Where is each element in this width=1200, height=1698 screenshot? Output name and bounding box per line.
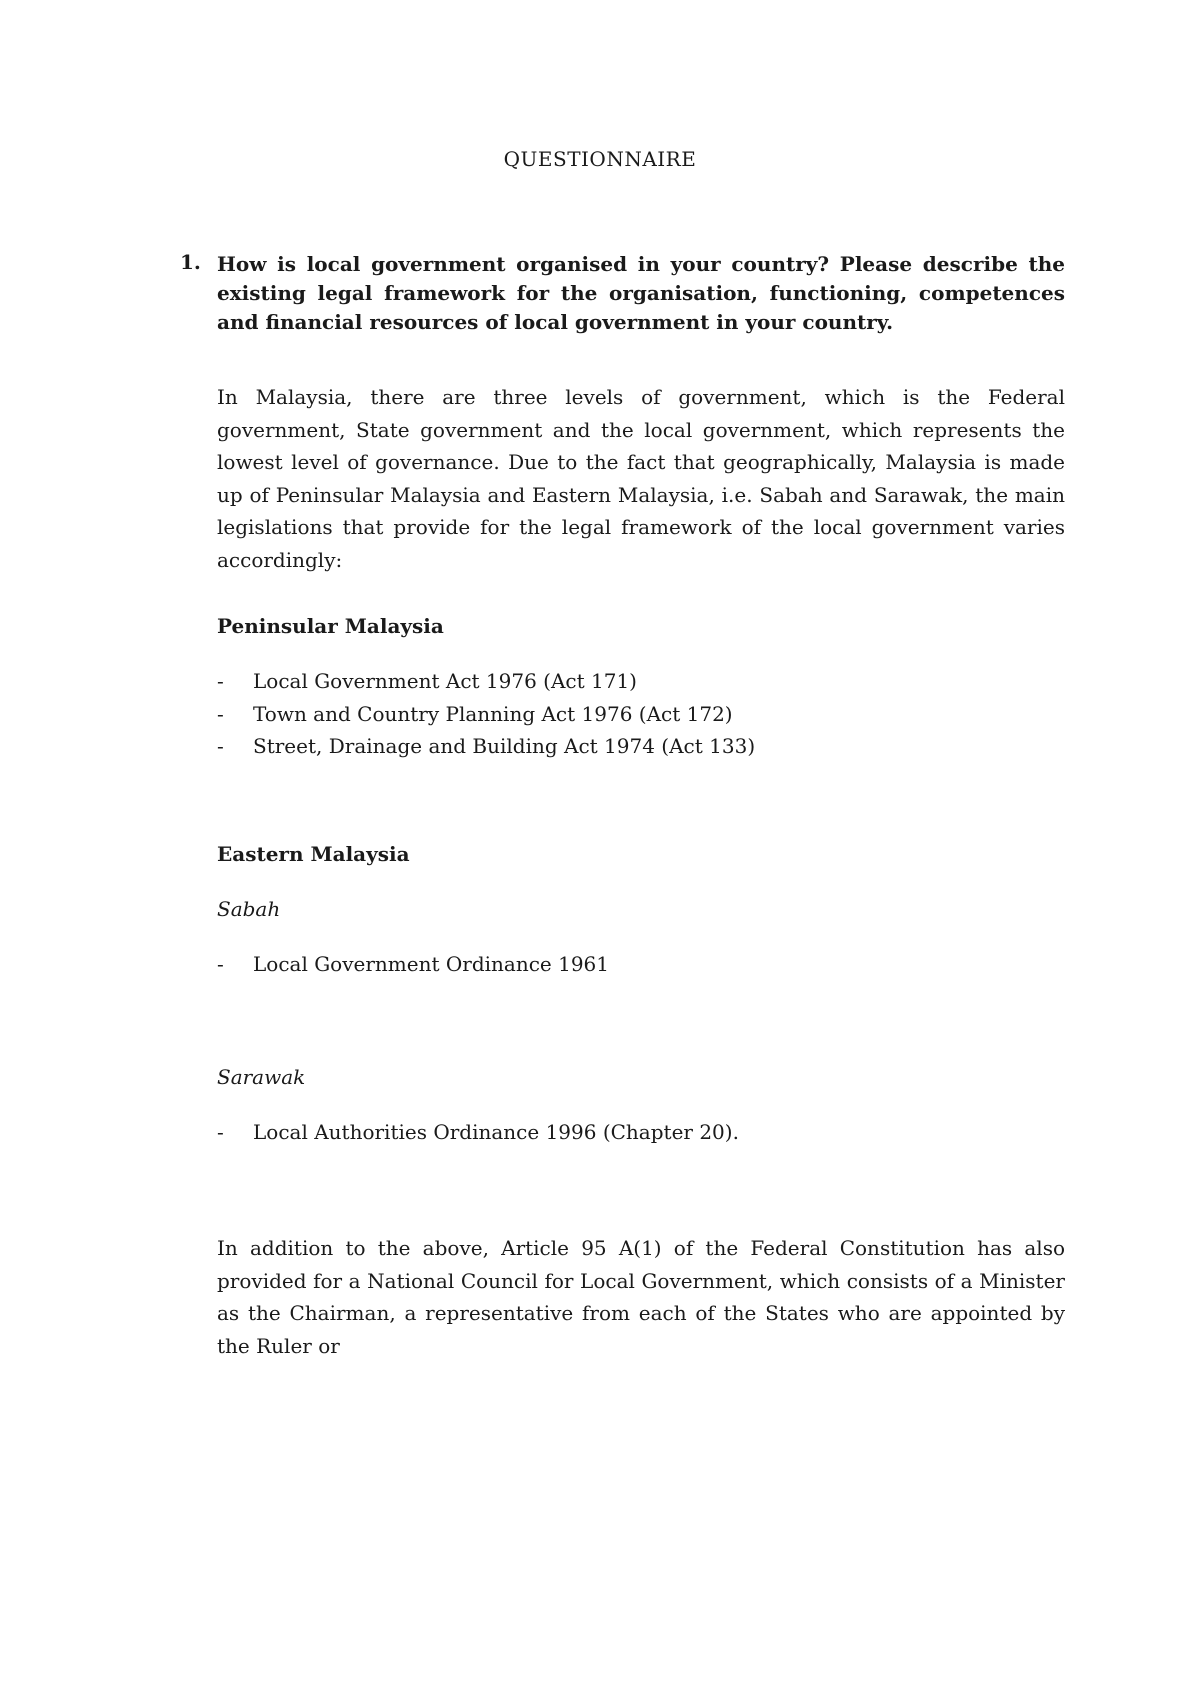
list-item <box>217 948 609 981</box>
list-marker: - <box>217 952 224 976</box>
question-text: How is local government organised in your country? Please describe the existing legal framework for the organisation, functioning, competences and financial resources of local government in your country. <box>217 252 1065 334</box>
sarawak-subheading: Sarawak <box>217 1065 306 1089</box>
list-item-text: Street, Drainage and Building Act 1974 (Act 133) <box>253 734 756 758</box>
closing-paragraph: In addition to the above, Article 95 A(1) of the Federal Constitution has also provided for a National Council for Local Government, which consists of a Minister as the Chairman, a representative from each of the States who are appointed by the Ruler or <box>217 1236 1065 1358</box>
question-number: 1. <box>180 250 201 274</box>
sabah-legislation-list <box>217 948 609 981</box>
list-item <box>217 1116 739 1149</box>
list-item <box>217 698 755 731</box>
list-item <box>217 665 755 698</box>
peninsular-legislation-list <box>217 665 755 763</box>
list-item <box>217 730 755 763</box>
list-item-text: Local Government Ordinance 1961 <box>253 952 610 976</box>
intro-paragraph: In Malaysia, there are three levels of government, which is the Federal government, State government and the local government, which represents the lowest level of governance. Due to the fact that geographically, Malaysia is made up of Peninsular Malaysia and Eastern Malaysia, i.e. Sabah and Sarawak, the main legislations that provide for the legal framework of the local government varies accordingly: <box>217 385 1065 572</box>
list-marker: - <box>217 701 224 726</box>
list-item-text: Town and Country Planning Act 1976 (Act 172) <box>253 701 733 726</box>
list-item-text: Local Authorities Ordinance 1996 (Chapter 20). <box>253 1120 739 1144</box>
list-item-text: Local Government Act 1976 (Act 171) <box>253 669 637 693</box>
document-title: QUESTIONNAIRE <box>503 147 697 171</box>
list-marker: - <box>217 734 224 758</box>
list-marker: - <box>217 1120 224 1144</box>
peninsular-heading: Peninsular Malaysia <box>217 614 444 638</box>
sabah-subheading: Sabah <box>217 897 281 921</box>
sarawak-legislation-list <box>217 1116 739 1149</box>
eastern-heading: Eastern Malaysia <box>217 842 410 866</box>
list-marker: - <box>217 669 224 693</box>
